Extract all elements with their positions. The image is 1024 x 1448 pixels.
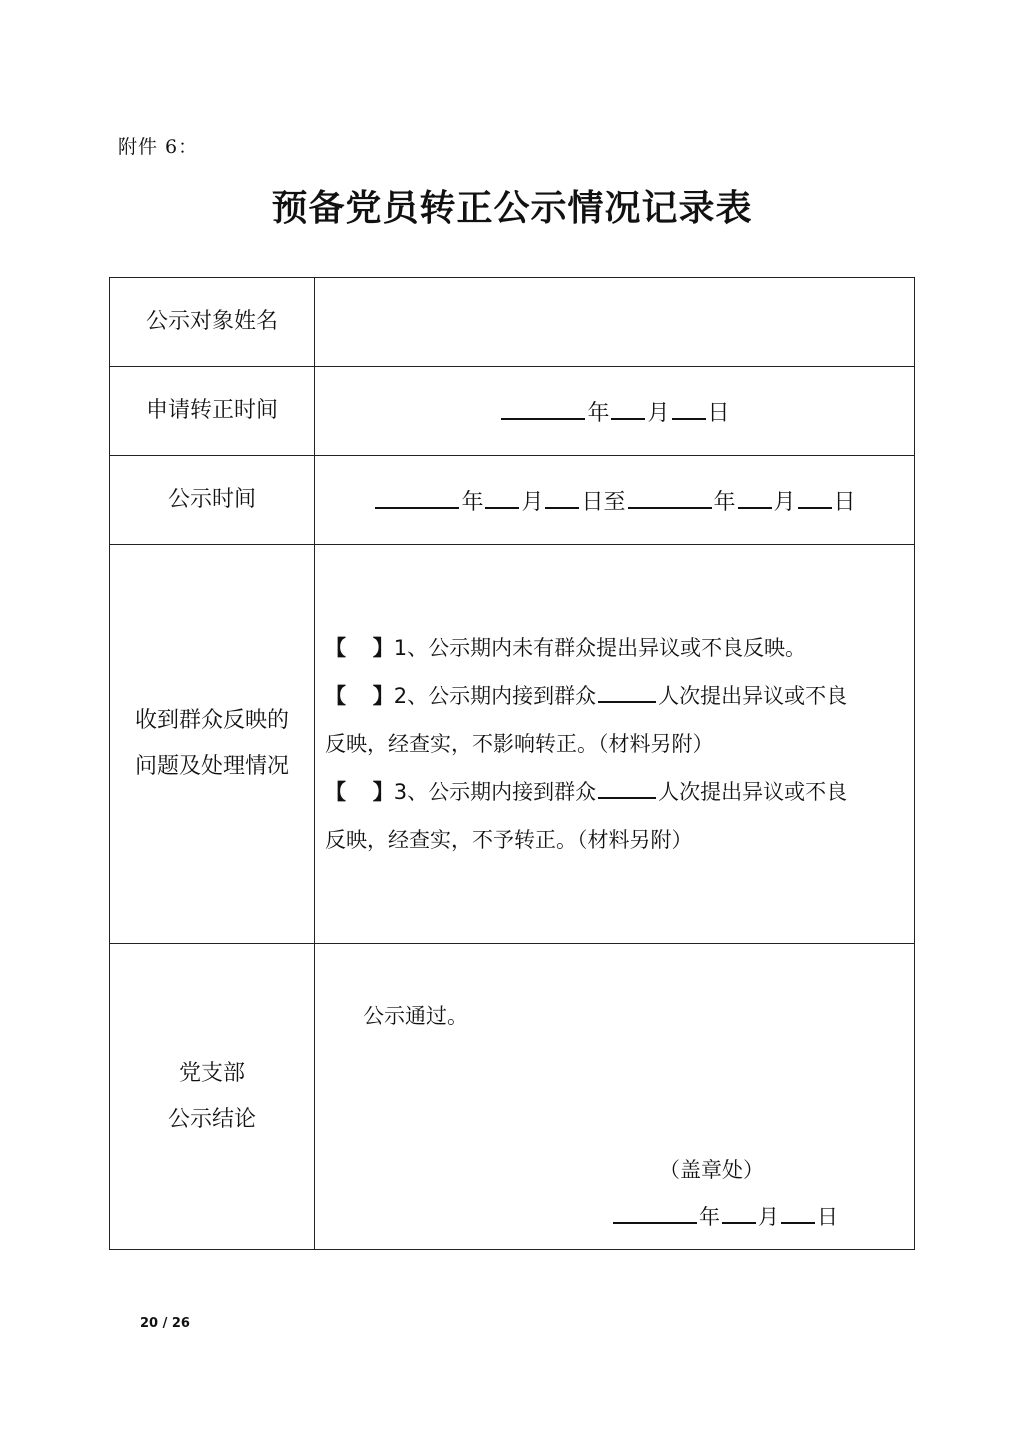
count-blank[interactable] — [598, 679, 656, 703]
feedback-label-line1: 收到群众反映的 — [134, 708, 289, 733]
year-blank[interactable] — [613, 1200, 697, 1224]
apply-time-label: 申请转正时间 — [110, 367, 315, 456]
day-to-unit: 日至 — [581, 489, 626, 515]
apply-time-field[interactable] — [315, 367, 915, 456]
end-year-blank[interactable] — [628, 485, 712, 509]
page-number: 20 / 26 — [140, 1316, 190, 1331]
name-label: 公示对象姓名 — [110, 278, 315, 367]
attachment-label: 附件 6： — [118, 136, 199, 158]
month-blank[interactable] — [722, 1200, 756, 1224]
month-blank[interactable] — [611, 396, 645, 420]
feedback-label-line2: 问题及处理情况 — [134, 754, 289, 779]
month-unit: 月 — [521, 489, 544, 515]
year-unit: 年 — [713, 489, 736, 515]
checkbox-close-bracket: 】 — [372, 780, 394, 804]
row-feedback — [110, 545, 915, 944]
end-month-blank[interactable] — [738, 485, 772, 509]
conclusion-label-line1: 党支部 — [178, 1060, 245, 1086]
day-blank[interactable] — [672, 396, 706, 420]
option-2[interactable] — [325, 672, 904, 720]
month-unit: 月 — [758, 1205, 779, 1229]
conclusion-text[interactable]: 公示通过。 — [363, 1004, 468, 1028]
start-year-blank[interactable] — [375, 485, 459, 509]
month-unit: 月 — [773, 489, 796, 515]
record-form-table — [109, 277, 915, 1250]
day-unit: 日 — [833, 489, 856, 515]
feedback-label — [110, 545, 315, 944]
start-month-blank[interactable] — [485, 485, 519, 509]
option-2-text-post: 人次提出异议或不良 — [658, 684, 848, 708]
option-1-text: 1、公示期内未有群众提出异议或不良反映。 — [393, 636, 807, 660]
row-conclusion — [110, 944, 915, 1250]
option-2-text: 2、公示期内接到群众 — [393, 684, 597, 708]
option-3-text-post: 人次提出异议或不良 — [658, 780, 848, 804]
public-time-label: 公示时间 — [110, 456, 315, 545]
option-2-continued: 反映，经查实，不影响转正。（材料另附） — [325, 732, 714, 756]
conclusion-date[interactable] — [611, 1200, 838, 1231]
checkbox-close-bracket: 】 — [372, 684, 394, 708]
option-3[interactable] — [325, 768, 904, 816]
option-3-continued: 反映，经查实，不予转正。（材料另附） — [325, 828, 693, 852]
day-blank[interactable] — [781, 1200, 815, 1224]
checkbox-open-bracket: 【 — [325, 636, 346, 660]
document-title: 预备党员转正公示情况记录表 — [271, 187, 753, 229]
count-blank[interactable] — [598, 775, 656, 799]
month-unit: 月 — [647, 400, 670, 426]
year-unit: 年 — [461, 489, 484, 515]
conclusion-field — [315, 944, 915, 1250]
checkbox-open-bracket: 【 — [325, 684, 346, 708]
year-unit: 年 — [699, 1205, 720, 1229]
option-1[interactable] — [325, 624, 904, 672]
checkbox-close-bracket: 】 — [372, 636, 394, 660]
day-unit: 日 — [817, 1205, 838, 1229]
conclusion-label — [110, 944, 315, 1250]
year-unit: 年 — [587, 400, 610, 426]
seal-placeholder: （盖章处） — [659, 1158, 764, 1182]
day-unit: 日 — [707, 400, 730, 426]
row-apply-time — [110, 367, 915, 456]
end-day-blank[interactable] — [798, 485, 832, 509]
row-public-time — [110, 456, 915, 545]
conclusion-label-line2: 公示结论 — [167, 1106, 256, 1132]
option-3-text: 3、公示期内接到群众 — [393, 780, 597, 804]
start-day-blank[interactable] — [545, 485, 579, 509]
feedback-options — [315, 545, 915, 944]
checkbox-open-bracket: 【 — [325, 780, 346, 804]
row-name — [110, 278, 915, 367]
name-field[interactable] — [315, 278, 915, 367]
public-time-field[interactable] — [315, 456, 915, 545]
year-blank[interactable] — [501, 396, 585, 420]
